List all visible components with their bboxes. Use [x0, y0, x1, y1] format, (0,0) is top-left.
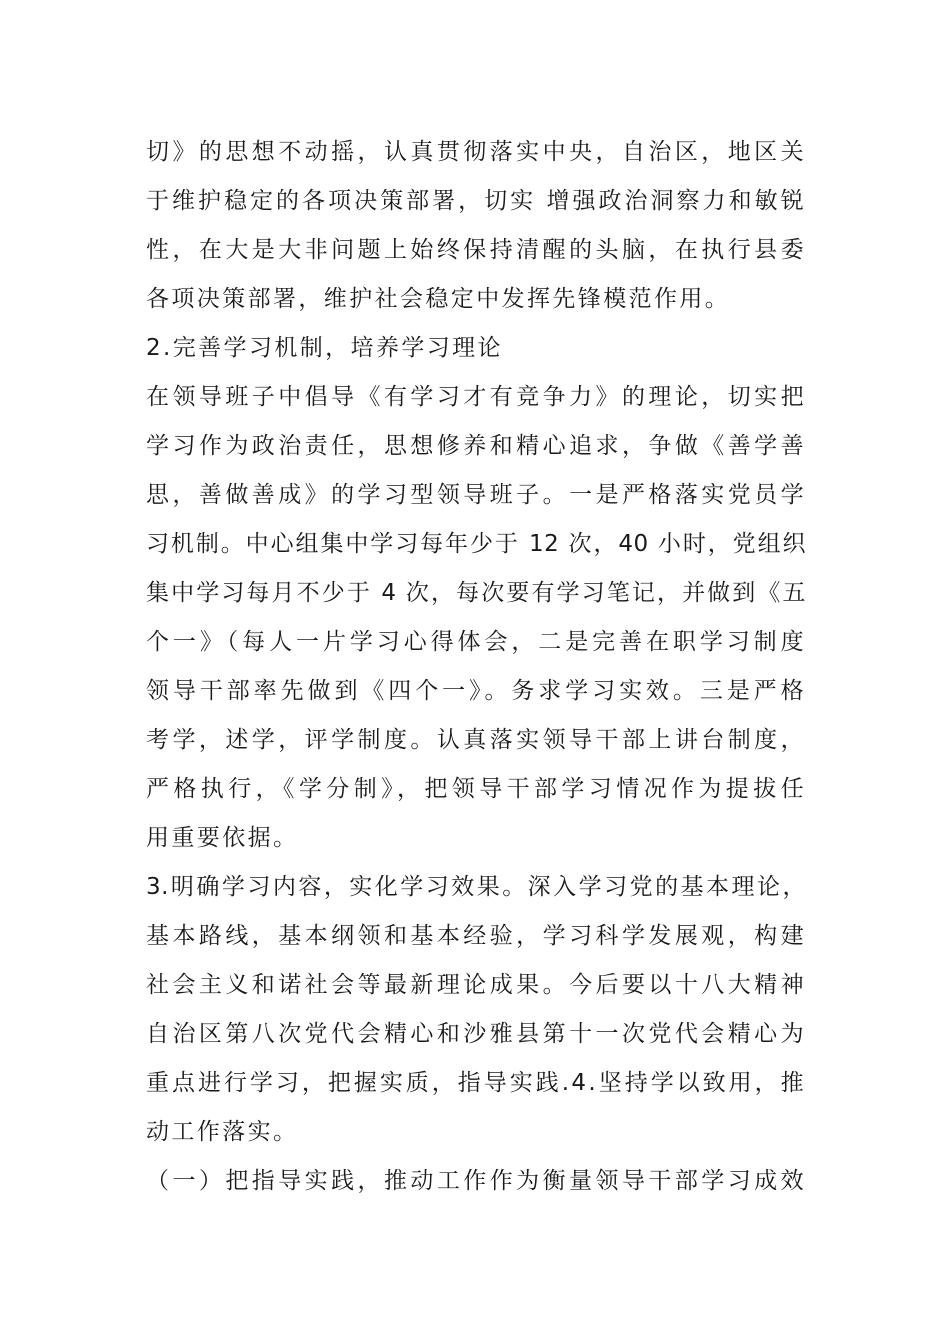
text-line: （一）把指导实践，推动工作作为衡量领导干部学习成效 [146, 1168, 806, 1194]
text-line: 性，在大是大非问题上始终保持清醒的头脑，在执行县委 [146, 237, 806, 263]
text-line: 集中学习每月不少于 4 次，每次要有学习笔记，并做到《五 [146, 580, 806, 606]
text-line: 习机制。中心组集中学习每年少于 12 次，40 小时，党组织 [146, 531, 806, 557]
text-line: 在领导班子中倡导《有学习才有竞争力》的理论，切实把 [146, 384, 806, 410]
text-line: 自治区第八次党代会精心和沙雅县第十一次党代会精心为 [146, 1021, 806, 1047]
text-line: 领导干部率先做到《四个一》。务求学习实效。三是严格 [146, 678, 806, 704]
text-line: 切》的思想不动摇，认真贯彻落实中央，自治区，地区关 [146, 139, 806, 165]
body-text [146, 128, 806, 1206]
section-heading: 2.完善学习机制，培养学习理论 [146, 335, 503, 361]
text-line: 动工作落实。 [146, 1119, 299, 1145]
text-line: 思，善做善成》的学习型领导班子。一是严格落实党员学 [146, 482, 806, 508]
text-line: 于维护稳定的各项决策部署，切实 增强政治洞察力和敏锐 [146, 188, 806, 214]
text-line: 学习作为政治责任，思想修养和精心追求，争做《善学善 [146, 433, 806, 459]
text-line: 各项决策部署，维护社会稳定中发挥先锋模范作用。 [146, 286, 731, 312]
text-line: 考学，述学，评学制度。认真落实领导干部上讲台制度， [146, 727, 806, 753]
text-line: 基本路线，基本纲领和基本经验，学习科学发展观，构建 [146, 923, 806, 949]
text-line: 严格执行，《学分制》，把领导干部学习情况作为提拔任 [146, 776, 806, 802]
text-line: 用重要依据。 [146, 825, 299, 851]
text-line: 个一》（每人一片学习心得体会，二是完善在职学习制度 [146, 629, 806, 655]
section-heading: 3.明确学习内容，实化学习效果。深入学习党的基本理论， [146, 874, 806, 900]
text-line: 社会主义和诺社会等最新理论成果。今后要以十八大精神 [146, 972, 806, 998]
text-line: 重点进行学习，把握实质，指导实践.4.坚持学以致用，推 [146, 1070, 806, 1096]
